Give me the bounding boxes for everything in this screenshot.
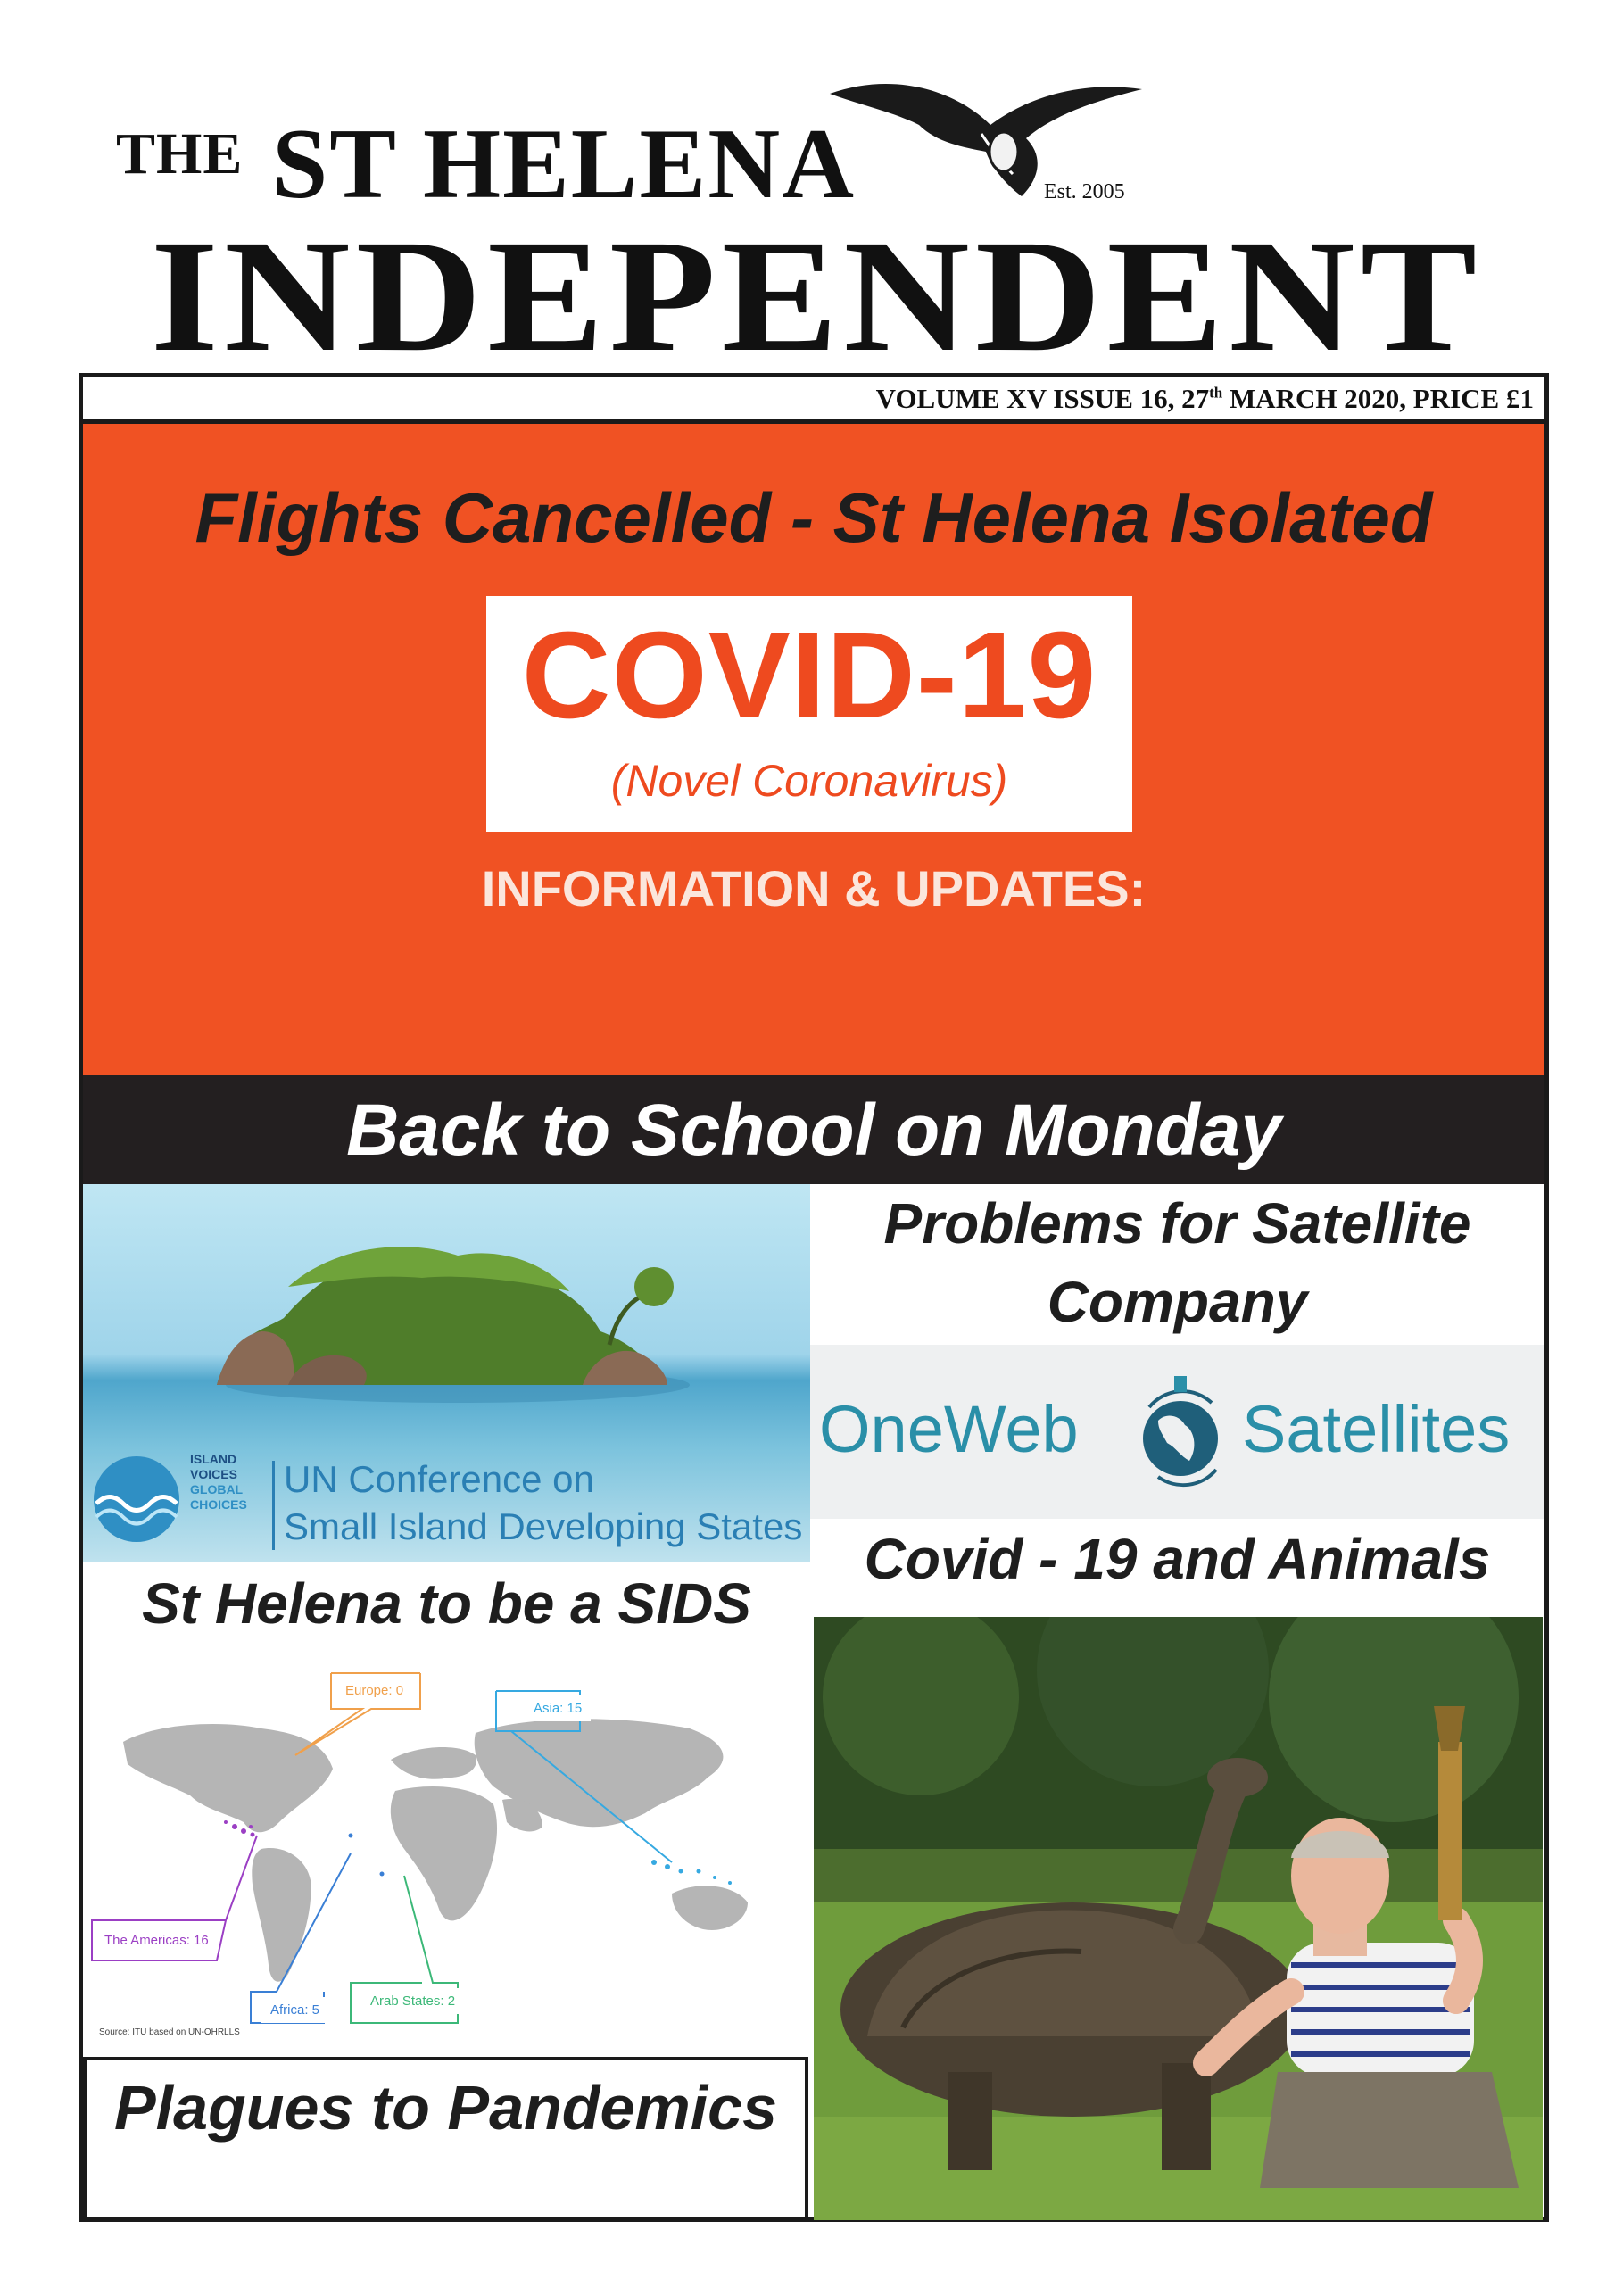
plagues-headline: Plagues to Pandemics [113,2073,778,2143]
conference-title-line2: Small Island Developing States [284,1505,803,1547]
africa-label: Africa: 5 [261,1997,328,2023]
school-headline: Back to School on Monday [346,1090,1281,1171]
oneweb-wordmark: OneWeb [819,1392,1079,1466]
island-voices-badge-text: ISLAND VOICES GLOBAL CHOICES [190,1452,247,1512]
masthead-st-helena: ST HELENA [272,109,856,220]
covid-title: COVID-19 [521,607,1097,744]
conference-divider [272,1461,275,1550]
map-source: Source: ITU based on UN-OHRLLS [99,2027,240,2037]
issue-bar [83,377,1544,424]
info-updates: INFORMATION & UPDATES: [481,860,1147,916]
tortoise-photo-illustration [814,1617,1543,2220]
covid-subtitle: (Novel Coronavirus) [610,756,1008,806]
satellites-wordmark: Satellites [1242,1392,1511,1466]
tortoise-photo[interactable] [814,1617,1543,2220]
animals-headline[interactable]: Covid - 19 and Animals [864,1527,1491,1591]
plagues-panel[interactable] [83,2057,808,2222]
established-date: Est. 2005 [1044,180,1125,203]
lead-story-panel[interactable] [83,424,1544,1075]
arab-states-label: Arab States: 2 [361,1988,464,2014]
satellite-headline[interactable]: Problems for Satellite Company [883,1191,1471,1334]
oneweb-logo-banner[interactable] [810,1345,1544,1519]
sids-world-map[interactable] [83,1644,810,2050]
lead-headline: Flights Cancelled - St Helena Isolated [195,478,1433,557]
issue-line: VOLUME XV ISSUE 16, 27th MARCH 2020, PRICE £1 [875,383,1534,414]
americas-label: The Americas: 16 [95,1927,218,1953]
globe-icon [1131,1372,1230,1496]
school-banner[interactable] [83,1075,1544,1184]
conference-title-line1: UN Conference on [284,1458,594,1500]
sids-headline[interactable]: St Helena to be a SIDS [142,1571,751,1636]
sids-conference-image[interactable] [83,1184,810,1562]
asia-label: Asia: 15 [525,1695,591,1721]
masthead-independent: INDEPENDENT [150,206,1483,385]
covid-banner [486,596,1132,832]
masthead-the: THE [116,121,244,186]
europe-label: Europe: 0 [336,1678,412,1703]
